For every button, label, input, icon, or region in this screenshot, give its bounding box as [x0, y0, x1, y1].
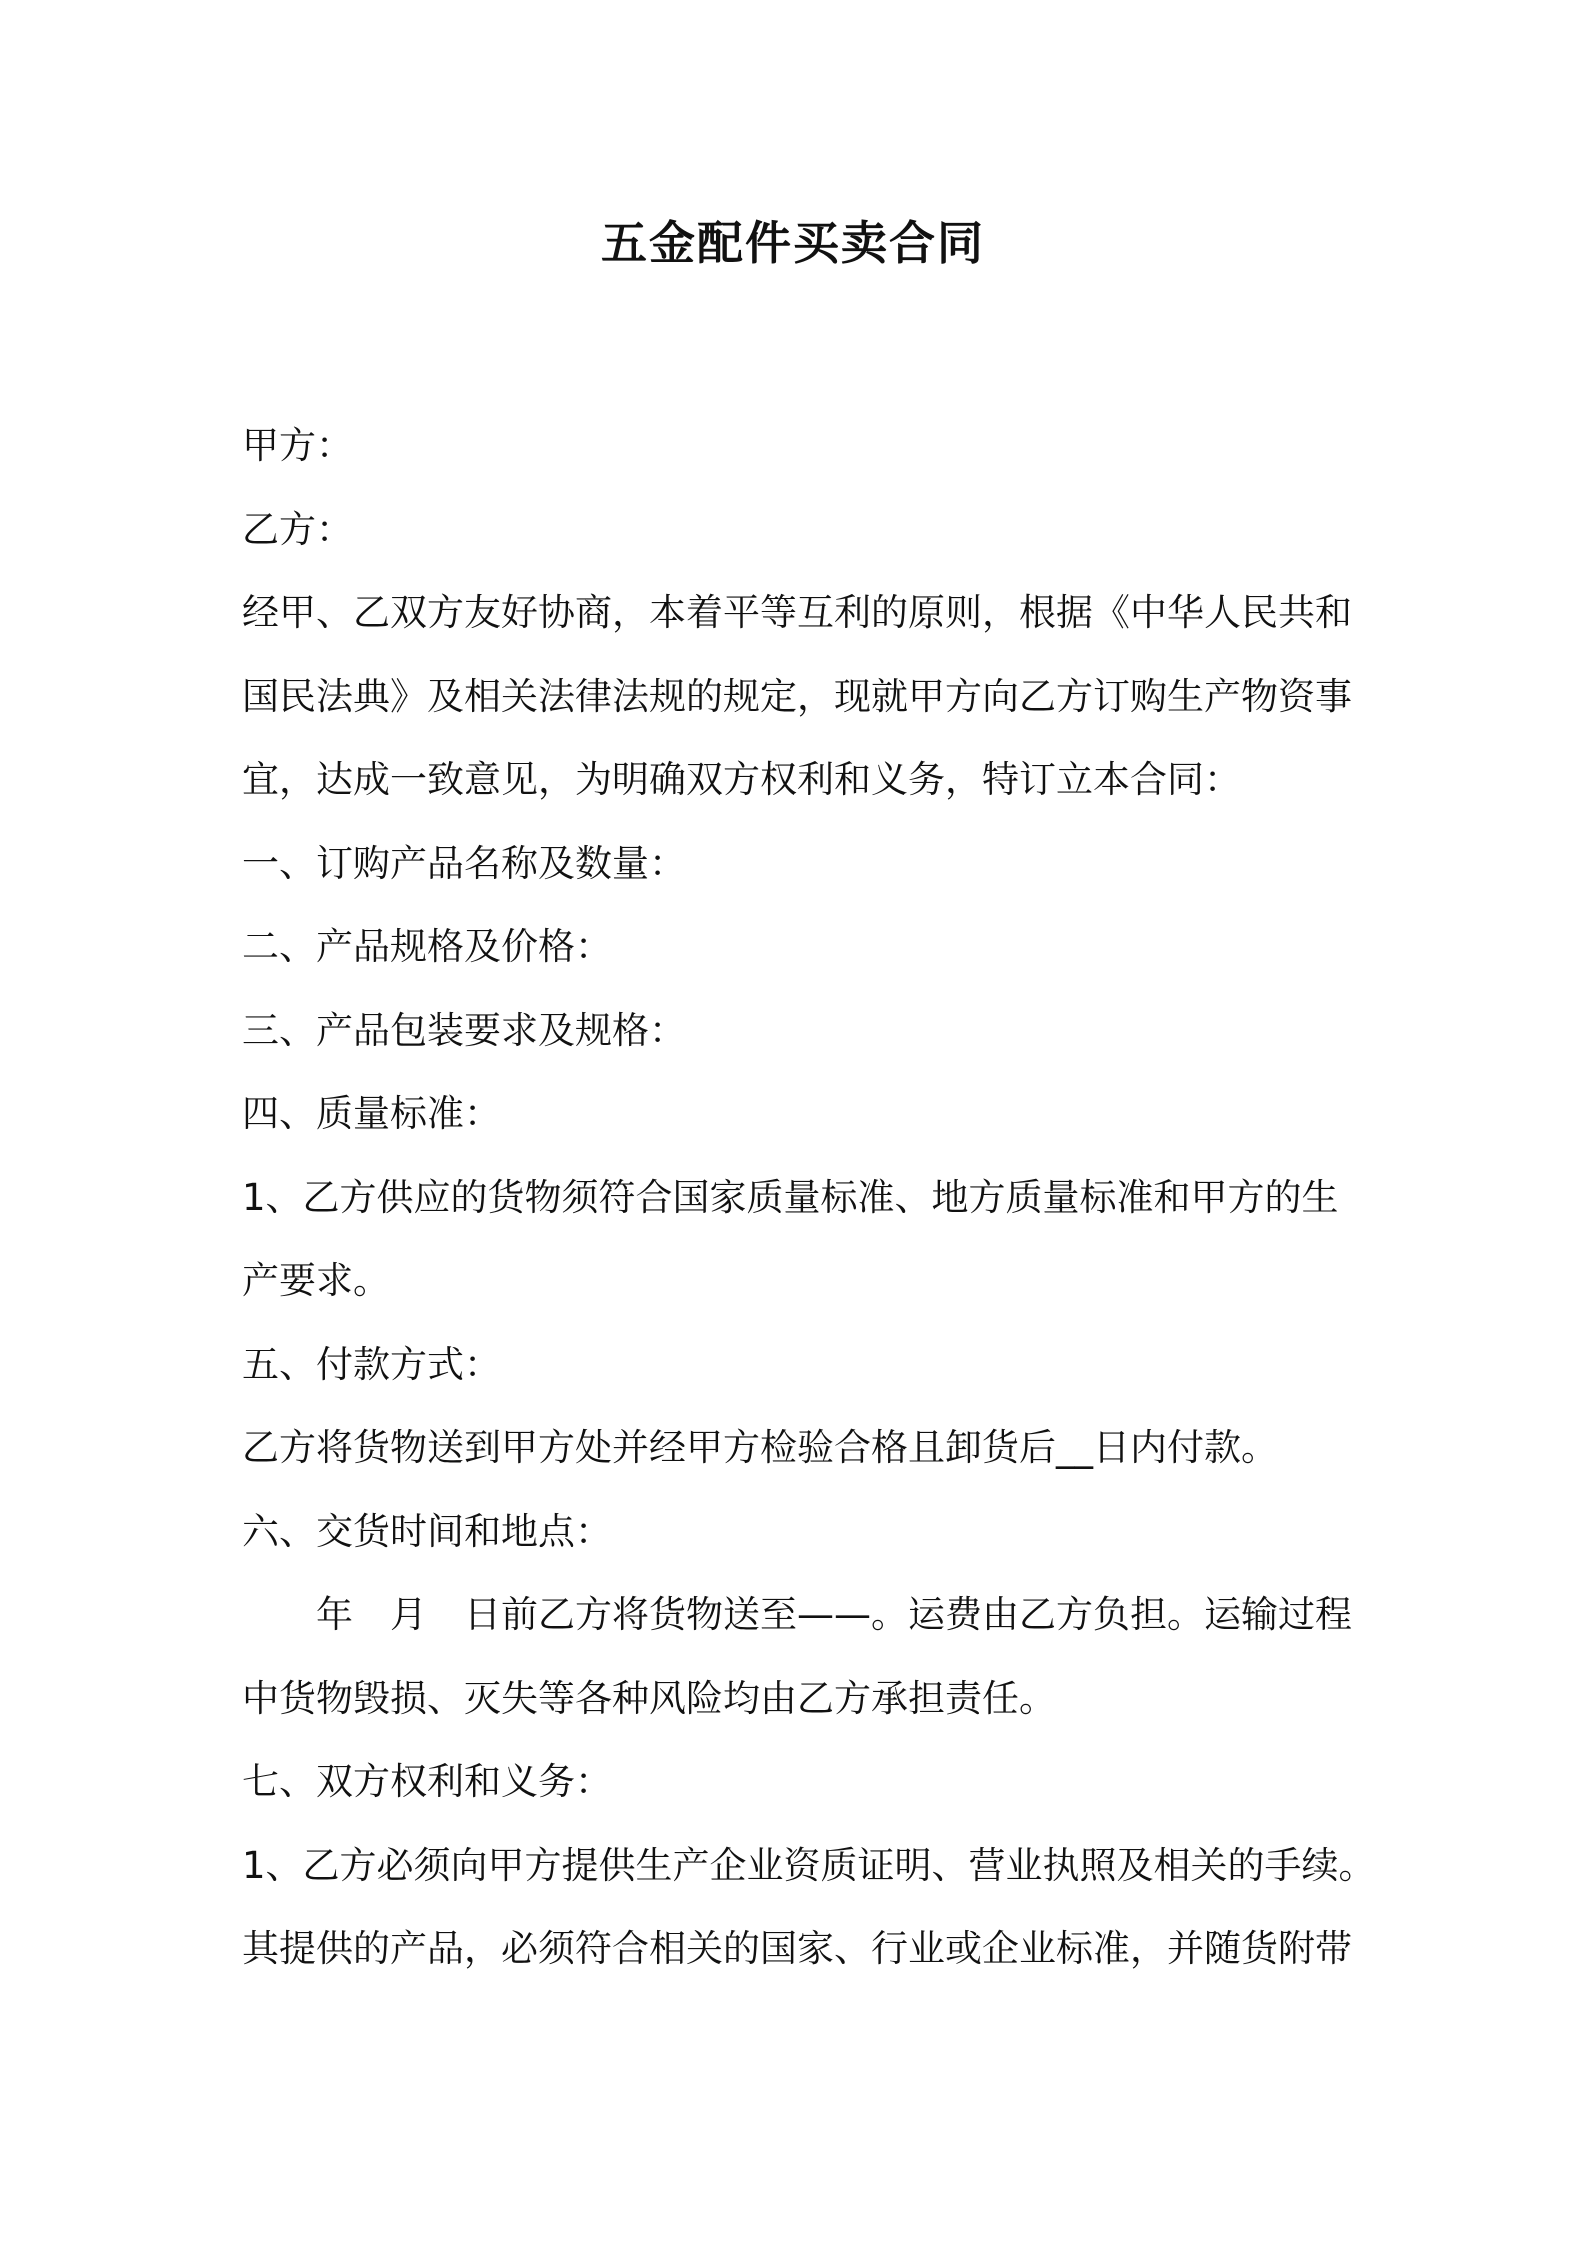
section-heading-3: 三、产品包装要求及规格： — [242, 1008, 686, 1052]
section-heading-7: 七、双方权利和义务： — [242, 1760, 612, 1803]
quality-clause-line-1: 1、乙方供应的货物须符合国家质量标准、地方质量标准和甲方的生 — [242, 1175, 1339, 1219]
section-heading-5: 五、付款方式： — [242, 1342, 501, 1386]
quality-clause-line-2: 产要求。 — [242, 1259, 390, 1302]
contract-body — [242, 404, 1376, 1991]
preamble-line-3: 宜，达成一致意见，为明确双方权利和义务，特订立本合同： — [242, 758, 1241, 801]
party-a-line: 甲方： — [242, 424, 353, 467]
payment-clause-line: 乙方将货物送到甲方处并经甲方检验合格且卸货后__日内付款。 — [242, 1426, 1278, 1469]
obligation-clause-line-2: 其提供的产品，必须符合相关的国家、行业或企业标准，并随货附带 — [242, 1927, 1352, 1970]
section-heading-6: 六、交货时间和地点： — [242, 1509, 612, 1553]
section-heading-4: 四、质量标准： — [242, 1092, 501, 1135]
delivery-clause-line-2: 中货物毁损、灭失等各种风险均由乙方承担责任。 — [242, 1676, 1056, 1720]
section-heading-1: 一、订购产品名称及数量： — [242, 841, 686, 885]
delivery-clause-line-1: 年 月 日前乙方将货物送至——。运费由乙方负担。运输过程 — [316, 1593, 1352, 1636]
section-heading-2: 二、产品规格及价格： — [242, 925, 612, 968]
preamble-line-2: 国民法典》及相关法律法规的规定，现就甲方向乙方订购生产物资事 — [242, 674, 1352, 718]
obligation-clause-line-1: 1、乙方必须向甲方提供生产企业资质证明、营业执照及相关的手续。 — [242, 1843, 1376, 1887]
document-title: 五金配件买卖合同 — [601, 216, 985, 270]
party-b-line: 乙方： — [242, 507, 353, 551]
preamble-line-1: 经甲、乙双方友好协商，本着平等互利的原则，根据《中华人民共和 — [242, 591, 1352, 634]
